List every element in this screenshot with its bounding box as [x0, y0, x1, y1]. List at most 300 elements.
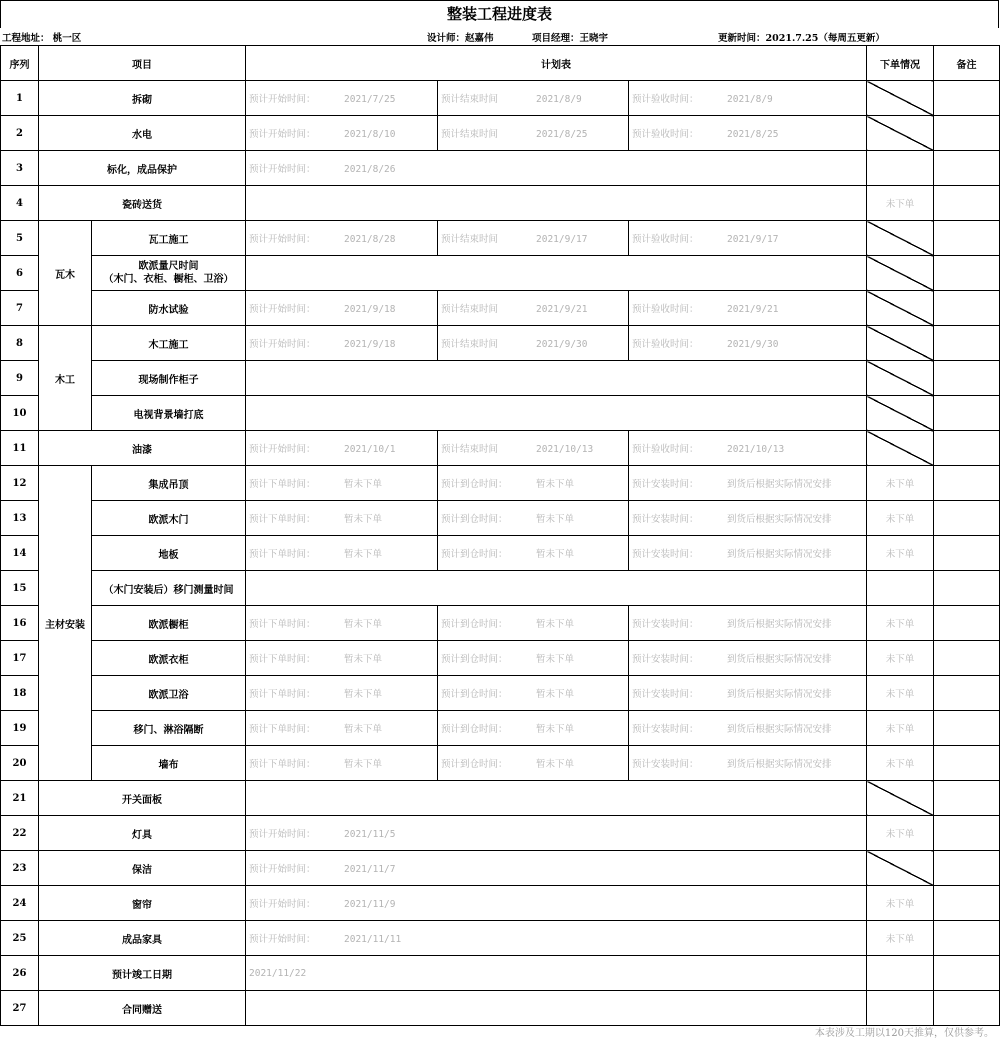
plan-cell: [629, 221, 867, 256]
table-row: [1, 81, 1000, 116]
plan-cell: [629, 431, 867, 466]
order-status: [867, 116, 934, 151]
plan-label: 预计到仓时间：: [441, 689, 508, 700]
plan-value: 2021/7/25: [344, 94, 396, 105]
plan-value: 2021/11/9: [344, 899, 396, 910]
plan-cell: [629, 641, 867, 676]
plan-cell: [438, 431, 629, 466]
remark-cell: [934, 711, 1000, 746]
plan-value: 2021/9/17: [727, 234, 779, 245]
plan-cell: [438, 501, 629, 536]
plan-cell: [246, 816, 867, 851]
plan-label: 预计到仓时间：: [441, 654, 508, 665]
plan-cell: [246, 256, 867, 291]
plan-label: 预计到仓时间：: [441, 514, 508, 525]
plan-value: 2021/11/11: [344, 934, 402, 945]
row-item: 窗帘: [39, 886, 246, 921]
plan-value: 2021/9/21: [727, 304, 779, 315]
plan-cell: [246, 291, 438, 326]
plan-value: 暂未下单: [344, 724, 383, 735]
remark-cell: [934, 501, 1000, 536]
remark-cell: [934, 116, 1000, 151]
order-status: 未下单: [867, 501, 934, 536]
plan-value: 暂未下单: [536, 654, 575, 665]
plan-value: 2021/8/25: [536, 129, 588, 140]
plan-label: 预计结束时间: [441, 234, 499, 245]
row-item: 欧派橱柜: [92, 606, 246, 641]
plan-label: 预计到仓时间：: [441, 549, 508, 560]
plan-cell: [629, 466, 867, 501]
plan-label: 预计开始时间：: [249, 339, 316, 350]
row-seq: 12: [1, 466, 39, 501]
order-status: 未下单: [867, 816, 934, 851]
schedule-table: [0, 45, 1000, 1026]
plan-cell: [246, 221, 438, 256]
plan-value: 2021/11/7: [344, 864, 396, 875]
plan-value: 到货后根据实际情况安排: [727, 759, 832, 770]
row-item: 油漆: [39, 431, 246, 466]
plan-value: 暂未下单: [536, 759, 575, 770]
row-seq: 26: [1, 956, 39, 991]
table-row: [1, 151, 1000, 186]
plan-cell: [438, 641, 629, 676]
table-row: [1, 116, 1000, 151]
plan-label: 预计安装时间：: [632, 654, 699, 665]
plan-label: 预计开始时间：: [249, 899, 316, 910]
row-seq: 13: [1, 501, 39, 536]
plan-cell: [246, 571, 867, 606]
row-item: 墙布: [92, 746, 246, 781]
row-seq: 6: [1, 256, 39, 291]
plan-value: 2021/9/18: [344, 304, 396, 315]
plan-cell: [629, 746, 867, 781]
row-seq: 15: [1, 571, 39, 606]
header-plan: 计划表: [246, 46, 867, 81]
table-row: [1, 746, 1000, 781]
remark-cell: [934, 606, 1000, 641]
plan-label: 预计安装时间：: [632, 514, 699, 525]
plan-cell: [246, 886, 867, 921]
plan-cell: [629, 606, 867, 641]
plan-value: 暂未下单: [344, 689, 383, 700]
table-row: [1, 606, 1000, 641]
row-item: 开关面板: [39, 781, 246, 816]
plan-label: 预计开始时间：: [249, 829, 316, 840]
plan-label: 预计结束时间: [441, 94, 499, 105]
row-item: 水电: [39, 116, 246, 151]
order-status: 未下单: [867, 641, 934, 676]
table-row: [1, 256, 1000, 291]
remark-cell: [934, 431, 1000, 466]
plan-value: 暂未下单: [536, 514, 575, 525]
plan-value: 暂未下单: [344, 549, 383, 560]
row-seq: 20: [1, 746, 39, 781]
plan-value: 暂未下单: [536, 479, 575, 490]
remark-cell: [934, 851, 1000, 886]
plan-cell: [438, 536, 629, 571]
order-status: [867, 431, 934, 466]
plan-label: 预计开始时间：: [249, 234, 316, 245]
row-item: 移门、淋浴隔断: [92, 711, 246, 746]
plan-value: 2021/10/13: [727, 444, 785, 455]
plan-value: 2021/9/30: [536, 339, 588, 350]
plan-label: 预计验收时间：: [632, 444, 699, 455]
plan-value: 暂未下单: [344, 759, 383, 770]
table-row: [1, 396, 1000, 431]
row-seq: 14: [1, 536, 39, 571]
order-status: [867, 781, 934, 816]
plan-label: 预计到仓时间：: [441, 619, 508, 630]
row-seq: 5: [1, 221, 39, 256]
row-item: 合同赠送: [39, 991, 246, 1026]
plan-label: 预计验收时间：: [632, 339, 699, 350]
plan-label: 预计结束时间: [441, 444, 499, 455]
designer-name: 设计师：赵嘉伟: [427, 33, 494, 44]
plan-value: 2021/8/28: [344, 234, 396, 245]
plan-label: 预计下单时间：: [249, 759, 316, 770]
table-row: [1, 186, 1000, 221]
row-seq: 24: [1, 886, 39, 921]
row-item: 集成吊顶: [92, 466, 246, 501]
order-status: 未下单: [867, 886, 934, 921]
table-row: [1, 466, 1000, 501]
plan-cell: [438, 81, 629, 116]
row-seq: 23: [1, 851, 39, 886]
header-seq: 序列: [1, 46, 39, 81]
header-remark: 备注: [934, 46, 1000, 81]
plan-cell: [246, 151, 867, 186]
header-row: [1, 46, 1000, 81]
remark-cell: [934, 536, 1000, 571]
plan-cell: [629, 291, 867, 326]
table-row: [1, 956, 1000, 991]
table-row: [1, 991, 1000, 1026]
plan-label: 预计开始时间：: [249, 444, 316, 455]
plan-cell: [246, 326, 438, 361]
table-row: [1, 221, 1000, 256]
row-item: 现场制作柜子: [92, 361, 246, 396]
plan-label: 预计安装时间：: [632, 689, 699, 700]
plan-cell: [246, 746, 438, 781]
remark-cell: [934, 151, 1000, 186]
order-status: 未下单: [867, 606, 934, 641]
plan-cell: [438, 746, 629, 781]
header-order: 下单情况: [867, 46, 934, 81]
plan-cell: [438, 291, 629, 326]
remark-cell: [934, 186, 1000, 221]
row-item-line2: （木门、衣柜、橱柜、卫浴）: [103, 274, 234, 285]
row-seq: 8: [1, 326, 39, 361]
plan-cell: [246, 676, 438, 711]
plan-cell: [246, 851, 867, 886]
row-item: 瓦工施工: [92, 221, 246, 256]
plan-value: 2021/9/30: [727, 339, 779, 350]
plan-value: 暂未下单: [536, 724, 575, 735]
remark-cell: [934, 81, 1000, 116]
row-seq: 9: [1, 361, 39, 396]
order-status: 未下单: [867, 746, 934, 781]
project-manager: 项目经理：王晓宇: [532, 33, 609, 44]
plan-cell: [629, 711, 867, 746]
plan-cell: [438, 221, 629, 256]
order-status: [867, 571, 934, 606]
row-item: [92, 256, 246, 291]
row-item: 欧派卫浴: [92, 676, 246, 711]
order-status: 未下单: [867, 466, 934, 501]
plan-label: 预计验收时间：: [632, 129, 699, 140]
plan-value: 暂未下单: [344, 514, 383, 525]
table-row: [1, 781, 1000, 816]
row-item: 标化，成品保护: [39, 151, 246, 186]
order-status: [867, 221, 934, 256]
plan-label: 预计到仓时间：: [441, 479, 508, 490]
plan-value: 2021/10/13: [536, 444, 594, 455]
plan-value: 2021/9/18: [344, 339, 396, 350]
plan-label: 预计下单时间：: [249, 514, 316, 525]
sheet-title: 整装工程进度表: [0, 0, 999, 28]
plan-label: 预计下单时间：: [249, 479, 316, 490]
plan-value: 暂未下单: [536, 689, 575, 700]
table-row: [1, 851, 1000, 886]
plan-label: 预计到仓时间：: [441, 759, 508, 770]
plan-value: 2021/11/22: [249, 967, 307, 979]
plan-cell: [629, 326, 867, 361]
remark-cell: [934, 816, 1000, 851]
plan-cell: [438, 711, 629, 746]
plan-cell: [629, 676, 867, 711]
order-status: [867, 151, 934, 186]
remark-cell: [934, 781, 1000, 816]
plan-cell: [246, 81, 438, 116]
remark-cell: [934, 466, 1000, 501]
plan-cell: [246, 711, 438, 746]
remark-cell: [934, 921, 1000, 956]
row-item: 防水试验: [92, 291, 246, 326]
row-item: 电视背景墙打底: [92, 396, 246, 431]
row-seq: 1: [1, 81, 39, 116]
order-status: 未下单: [867, 186, 934, 221]
remark-cell: [934, 886, 1000, 921]
group-label: 主材安装: [39, 466, 92, 781]
plan-label: 预计安装时间：: [632, 724, 699, 735]
row-item: 灯具: [39, 816, 246, 851]
plan-label: 预计下单时间：: [249, 724, 316, 735]
row-item: 保洁: [39, 851, 246, 886]
plan-label: 预计下单时间：: [249, 619, 316, 630]
plan-label: 预计下单时间：: [249, 689, 316, 700]
plan-cell: [629, 501, 867, 536]
plan-cell: [246, 781, 867, 816]
order-status: [867, 991, 934, 1026]
row-seq: 2: [1, 116, 39, 151]
plan-value: 2021/10/1: [344, 444, 396, 455]
row-item: 欧派木门: [92, 501, 246, 536]
row-item: 瓷砖送货: [39, 186, 246, 221]
plan-label: 预计安装时间：: [632, 619, 699, 630]
plan-cell: [438, 466, 629, 501]
plan-cell: [629, 116, 867, 151]
table-row: [1, 921, 1000, 956]
plan-value: 到货后根据实际情况安排: [727, 689, 832, 700]
order-status: 未下单: [867, 536, 934, 571]
row-seq: 25: [1, 921, 39, 956]
table-row: [1, 361, 1000, 396]
plan-label: 预计到仓时间：: [441, 724, 508, 735]
plan-label: 预计结束时间: [441, 339, 499, 350]
table-row: [1, 641, 1000, 676]
table-row: [1, 886, 1000, 921]
order-status: [867, 291, 934, 326]
plan-cell: [246, 536, 438, 571]
table-row: [1, 571, 1000, 606]
table-row: [1, 536, 1000, 571]
plan-label: 预计安装时间：: [632, 549, 699, 560]
remark-cell: [934, 571, 1000, 606]
order-status: [867, 361, 934, 396]
plan-cell: [246, 466, 438, 501]
plan-value: 暂未下单: [536, 619, 575, 630]
remark-cell: [934, 396, 1000, 431]
row-item-line1: 欧派量尺时间: [138, 261, 199, 272]
plan-cell: [438, 606, 629, 641]
remark-cell: [934, 256, 1000, 291]
plan-value: 2021/9/21: [536, 304, 588, 315]
plan-value: 到货后根据实际情况安排: [727, 549, 832, 560]
plan-label: 预计验收时间：: [632, 304, 699, 315]
row-seq: 22: [1, 816, 39, 851]
order-status: 未下单: [867, 921, 934, 956]
plan-label: 预计开始时间：: [249, 94, 316, 105]
order-status: [867, 256, 934, 291]
plan-label: 预计安装时间：: [632, 479, 699, 490]
plan-value: 到货后根据实际情况安排: [727, 479, 832, 490]
order-status: [867, 851, 934, 886]
row-seq: 17: [1, 641, 39, 676]
row-item: 预计竣工日期: [39, 956, 246, 991]
plan-cell: [629, 81, 867, 116]
plan-cell: [246, 991, 867, 1026]
row-seq: 18: [1, 676, 39, 711]
remark-cell: [934, 676, 1000, 711]
order-status: [867, 326, 934, 361]
plan-value: 到货后根据实际情况安排: [727, 514, 832, 525]
table-row: [1, 816, 1000, 851]
plan-label: 预计验收时间：: [632, 234, 699, 245]
project-address: 工程地址： 桃一区: [2, 33, 82, 44]
row-seq: 10: [1, 396, 39, 431]
remark-cell: [934, 221, 1000, 256]
remark-cell: [934, 326, 1000, 361]
plan-label: 预计下单时间：: [249, 654, 316, 665]
row-item: 成品家具: [39, 921, 246, 956]
row-item: 木工施工: [92, 326, 246, 361]
plan-label: 预计验收时间：: [632, 94, 699, 105]
plan-cell: [438, 326, 629, 361]
plan-cell: [246, 606, 438, 641]
row-seq: 16: [1, 606, 39, 641]
table-row: [1, 711, 1000, 746]
remark-cell: [934, 956, 1000, 991]
plan-value: 暂未下单: [344, 654, 383, 665]
plan-cell: [246, 921, 867, 956]
order-status: [867, 396, 934, 431]
plan-cell: [246, 116, 438, 151]
row-seq: 11: [1, 431, 39, 466]
plan-cell: [246, 956, 867, 991]
row-item: （木门安装后）移门测量时间: [92, 571, 246, 606]
header-item: 项目: [39, 46, 246, 81]
table-row: [1, 676, 1000, 711]
plan-label: 预计开始时间：: [249, 164, 316, 175]
update-time: 更新时间：2021.7.25（每周五更新）: [718, 33, 885, 44]
plan-value: 2021/8/10: [344, 129, 396, 140]
plan-label: 预计结束时间: [441, 129, 499, 140]
plan-cell: [246, 361, 867, 396]
order-status: 未下单: [867, 676, 934, 711]
remark-cell: [934, 361, 1000, 396]
plan-cell: [246, 501, 438, 536]
plan-value: 2021/9/17: [536, 234, 588, 245]
remark-cell: [934, 641, 1000, 676]
plan-label: 预计开始时间：: [249, 304, 316, 315]
row-seq: 3: [1, 151, 39, 186]
plan-value: 到货后根据实际情况安排: [727, 619, 832, 630]
plan-cell: [438, 676, 629, 711]
plan-cell: [629, 536, 867, 571]
group-label: 木工: [39, 326, 92, 431]
plan-value: 暂未下单: [344, 619, 383, 630]
group-label: 瓦木: [39, 221, 92, 326]
table-row: [1, 326, 1000, 361]
row-seq: 21: [1, 781, 39, 816]
row-seq: 19: [1, 711, 39, 746]
plan-value: 2021/11/5: [344, 829, 396, 840]
row-seq: 7: [1, 291, 39, 326]
row-seq: 4: [1, 186, 39, 221]
remark-cell: [934, 291, 1000, 326]
plan-value: 暂未下单: [344, 479, 383, 490]
plan-cell: [246, 641, 438, 676]
order-status: [867, 81, 934, 116]
remark-cell: [934, 746, 1000, 781]
plan-value: 2021/8/26: [344, 164, 396, 175]
plan-label: 预计开始时间：: [249, 864, 316, 875]
plan-value: 2021/8/9: [727, 94, 773, 105]
plan-label: 预计开始时间：: [249, 934, 316, 945]
plan-cell: [438, 116, 629, 151]
remark-cell: [934, 991, 1000, 1026]
order-status: [867, 956, 934, 991]
plan-label: 预计安装时间：: [632, 759, 699, 770]
row-item: 地板: [92, 536, 246, 571]
plan-value: 暂未下单: [536, 549, 575, 560]
plan-value: 到货后根据实际情况安排: [727, 654, 832, 665]
plan-label: 预计下单时间：: [249, 549, 316, 560]
footer-note: 本表涉及工期以120天推算，仅供参考。: [814, 1028, 994, 1039]
plan-label: 预计开始时间：: [249, 129, 316, 140]
plan-label: 预计结束时间: [441, 304, 499, 315]
row-item: 拆砌: [39, 81, 246, 116]
plan-value: 2021/8/25: [727, 129, 779, 140]
order-status: 未下单: [867, 711, 934, 746]
plan-cell: [246, 431, 438, 466]
table-row: [1, 501, 1000, 536]
table-row: [1, 431, 1000, 466]
row-seq: 27: [1, 991, 39, 1026]
plan-value: 2021/8/9: [536, 94, 582, 105]
plan-cell: [246, 396, 867, 431]
row-item: 欧派衣柜: [92, 641, 246, 676]
